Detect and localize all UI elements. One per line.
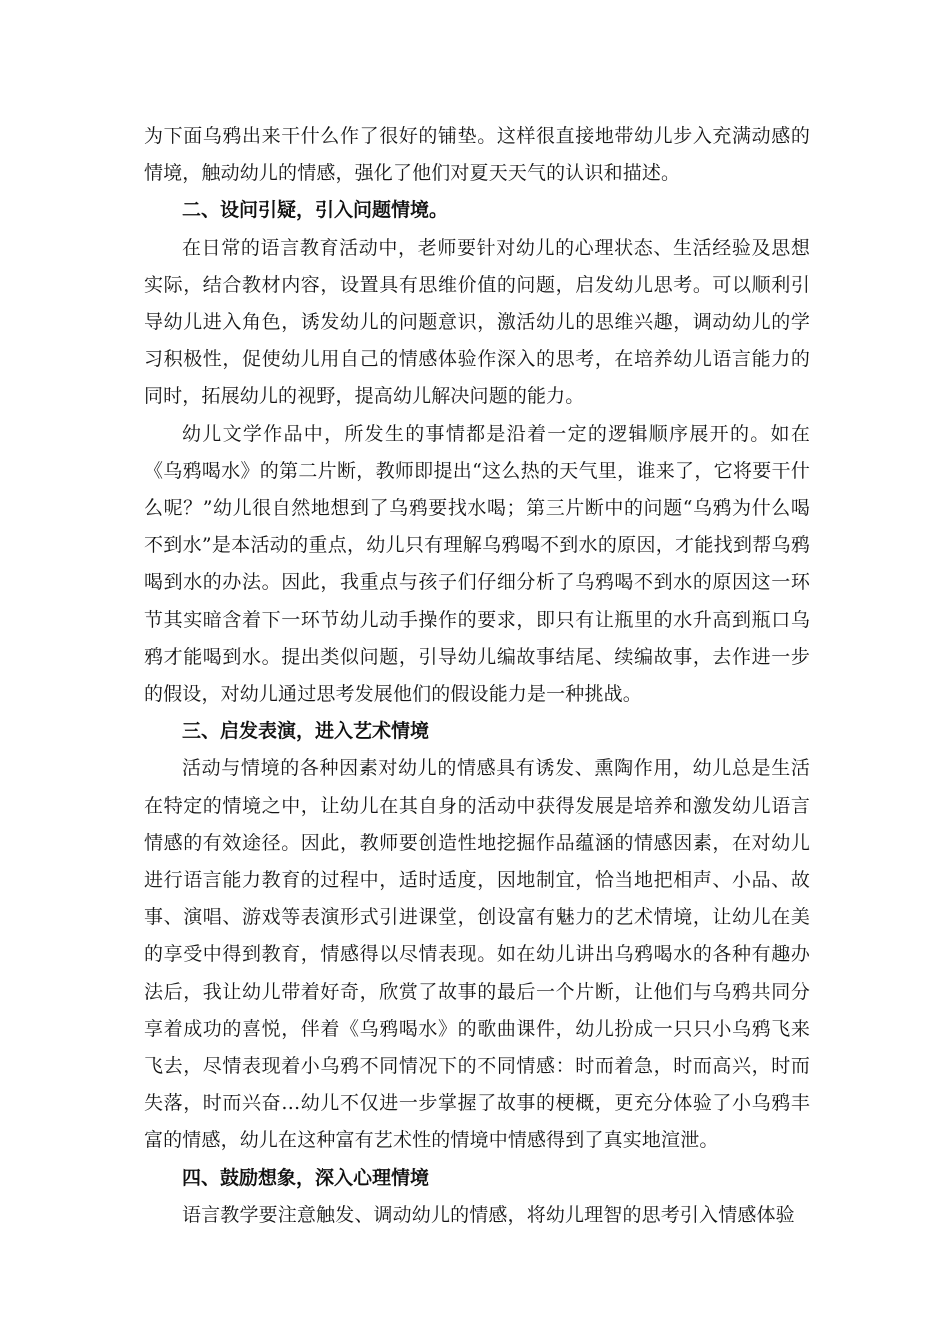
section-heading-3: 三、启发表演，进入艺术情境 [182, 720, 430, 743]
paragraph-question-example: 幼儿文学作品中，所发生的事情都是沿着一定的逻辑顺序展开的。如在《乌鸦喝水》的第二片断，教师即提出“这么热的天气里，谁来了，它将要干什么呢？”幼儿很自然地想到了乌鸦要找水喝；第三片断中的问题“乌鸦为什么喝不到水”是本活动的重点，幼儿只有理解乌鸦喝不到水的原因，才能找到帮乌鸦喝到水的办法。因此，我重点与孩子们仔细分析了乌鸦喝不到水的原因这一环节其实暗含着下一环节幼儿动手操作的要求，即只有让瓶里的水升高到瓶口乌鸦才能喝到水。提出类似问题，引导幼儿编故事结尾、续编故事，去作进一步的假设，对幼儿通过思考发展他们的假设能力是一种挑战。 [144, 422, 810, 706]
paragraph-question-intro: 在日常的语言教育活动中，老师要针对幼儿的心理状态、生活经验及思想实际，结合教材内容，设置具有思维价值的问题，启发幼儿思考。可以顺利引导幼儿进入角色，诱发幼儿的问题意识，激活幼儿的思维兴趣，调动幼儿的学习积极性，促使幼儿用自己的情感体验作深入的思考，在培养幼儿语言能力的同时，拓展幼儿的视野，提高幼儿解决问题的能力。 [144, 236, 810, 408]
document-body [144, 118, 810, 1234]
paragraph-art-scene: 活动与情境的各种因素对幼儿的情感具有诱发、熏陶作用，幼儿总是生活在特定的情境之中，让幼儿在其自身的活动中获得发展是培养和激发幼儿语言情感的有效途径。因此，教师要创造性地挖掘作品蕴涵的情感因素，在对幼儿进行语言能力教育的过程中，适时适度，因地制宜，恰当地把相声、小品、故事、演唱、游戏等表演形式引进课堂，创设富有魅力的艺术情境，让幼儿在美的享受中得到教育，情感得以尽情表现。如在幼儿讲出乌鸦喝水的各种有趣办法后，我让幼儿带着好奇，欣赏了故事的最后一个片断，让他们与乌鸦共同分享着成功的喜悦，伴着《乌鸦喝水》的歌曲课件，幼儿扮成一只只小乌鸦飞来飞去，尽情表现着小乌鸦不同情况下的不同情感：时而着急，时而高兴，时而失落，时而兴奋…幼儿不仅进一步掌握了故事的梗概，更充分体验了小乌鸦丰富的情感，幼儿在这种富有艺术性的情境中情感得到了真实地渲泄。 [144, 757, 810, 1152]
paragraph-imagination: 语言教学要注意触发、调动幼儿的情感，将幼儿理智的思考引入情感体验 [182, 1203, 795, 1226]
section-heading-4: 四、鼓励想象，深入心理情境 [182, 1166, 430, 1189]
paragraph-continuation: 为下面乌鸦出来干什么作了很好的铺垫。这样很直接地带幼儿步入充满动感的情境，触动幼儿的情感，强化了他们对夏天天气的认识和描述。 [144, 125, 810, 185]
section-heading-2: 二、设问引疑，引入问题情境。 [182, 199, 449, 222]
